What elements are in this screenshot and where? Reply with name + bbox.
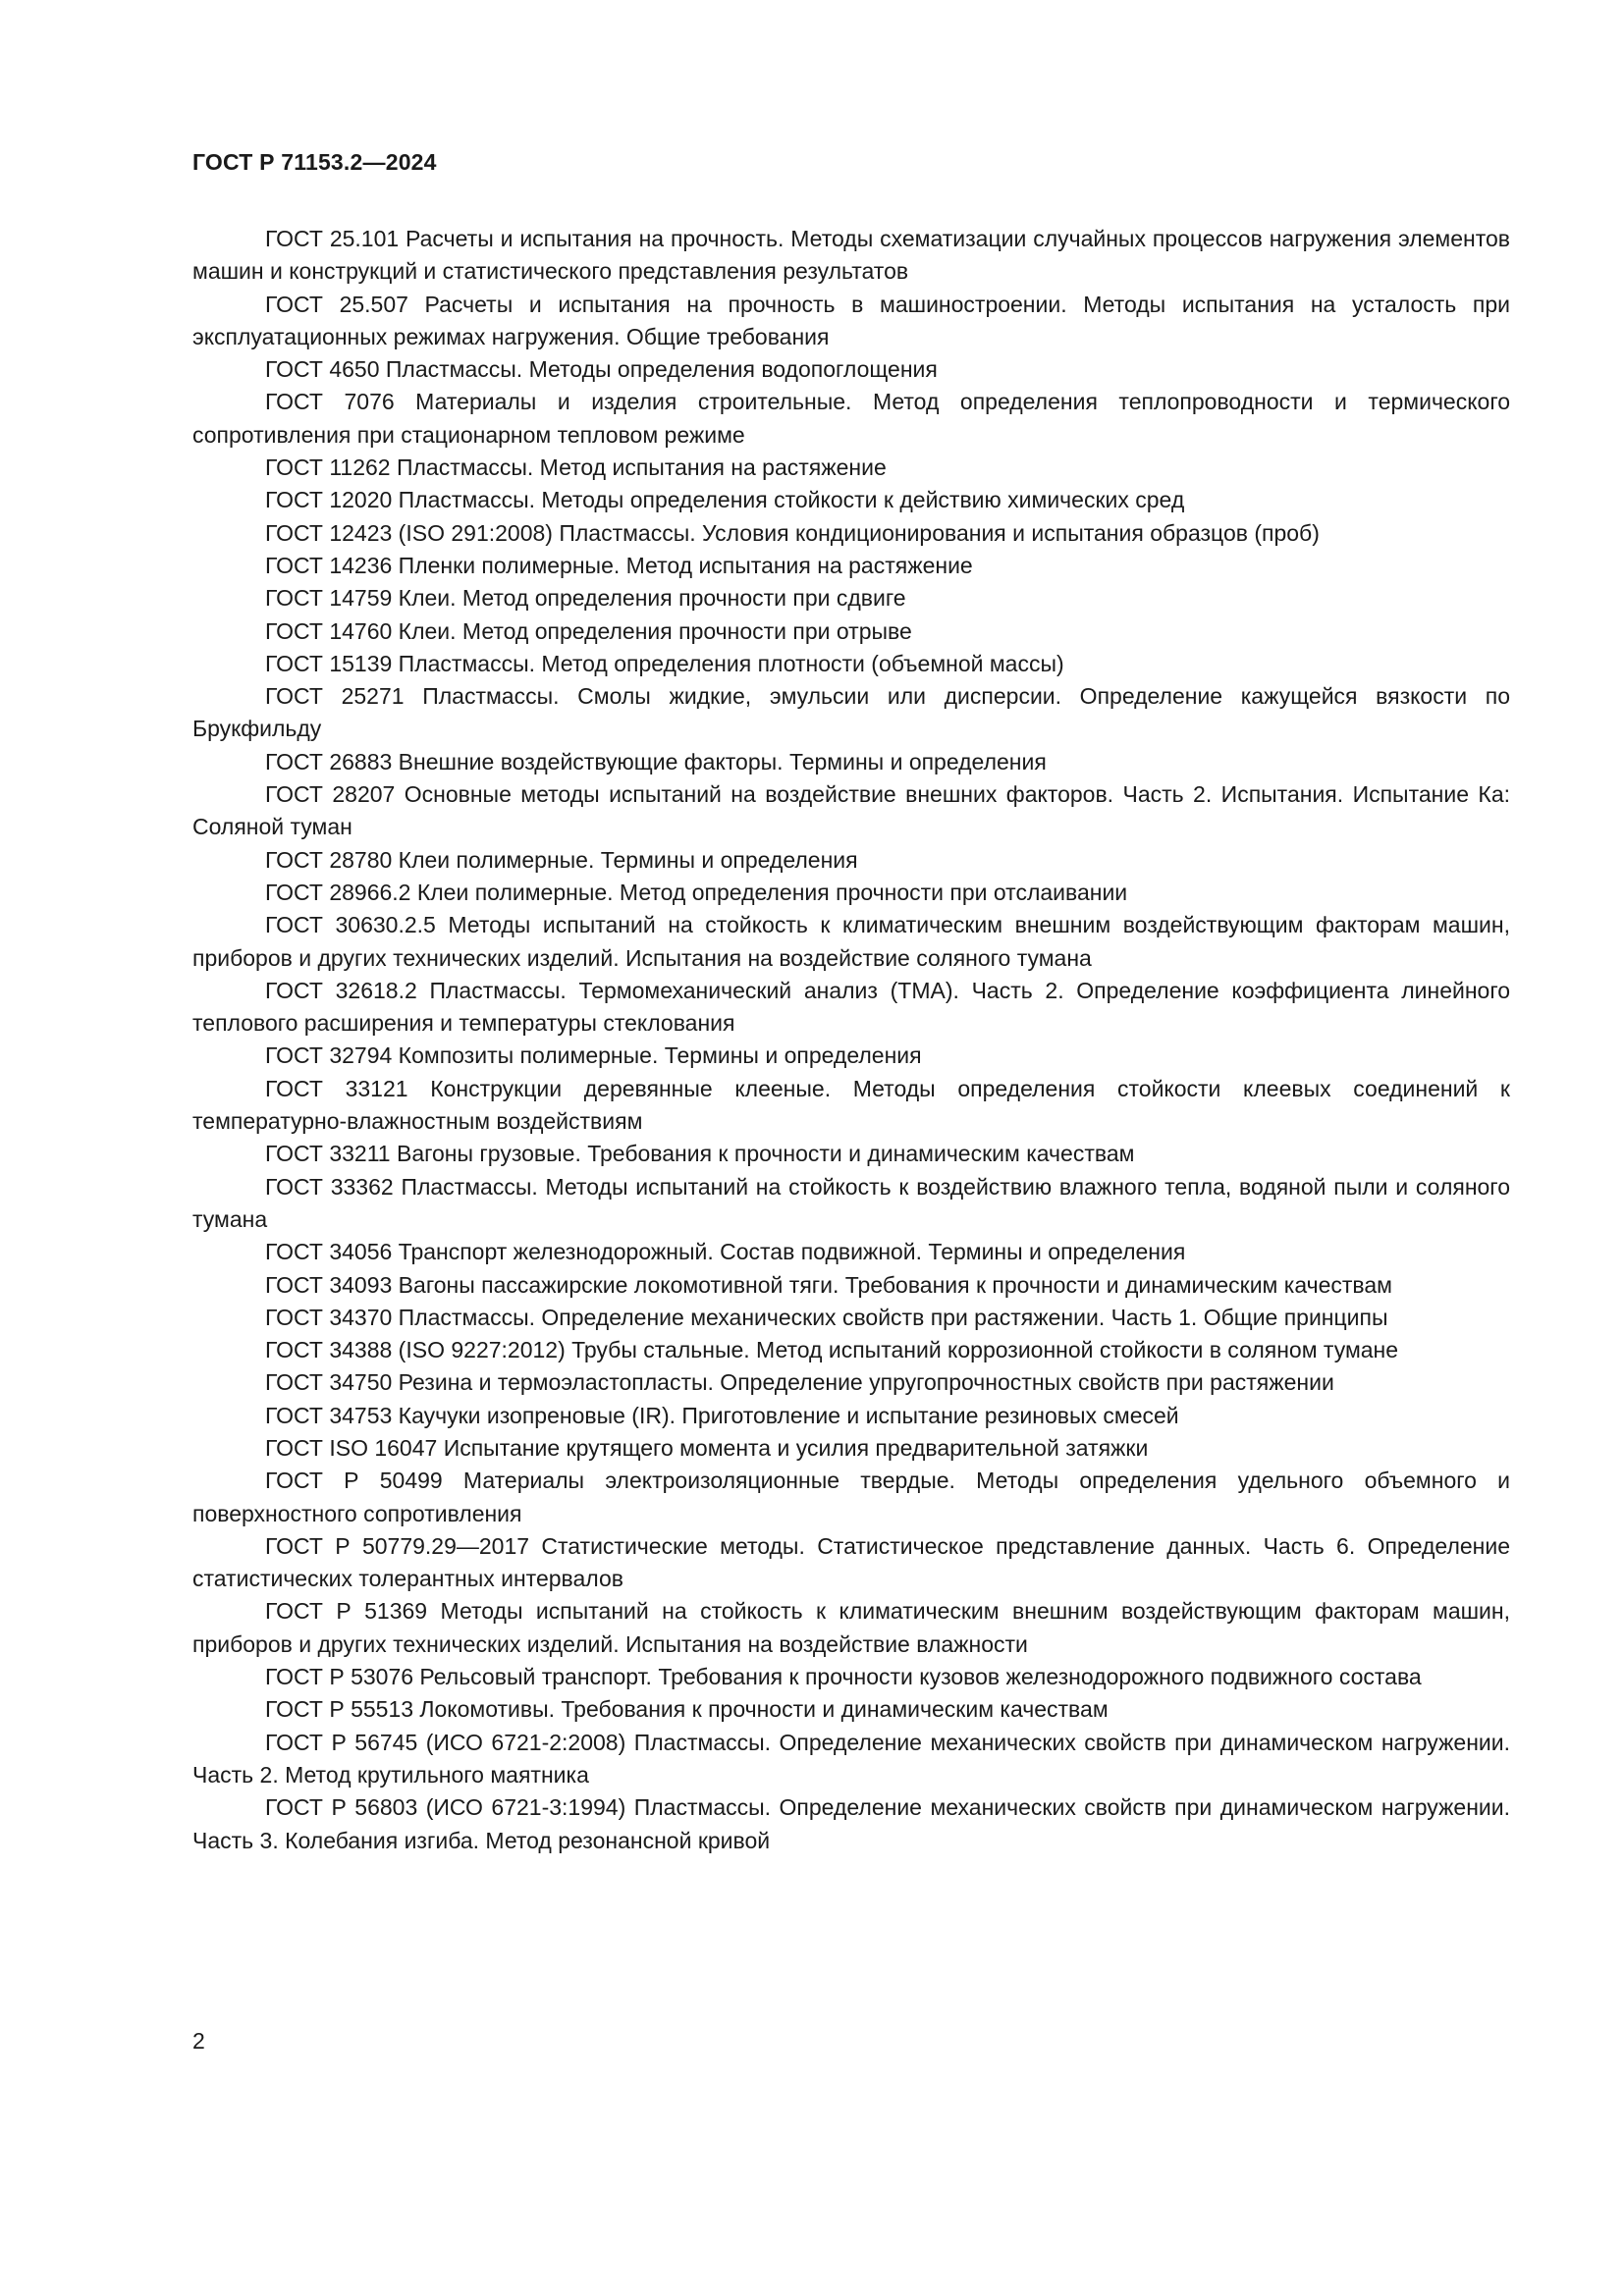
- reference-item: ГОСТ ISO 16047 Испытание крутящего момента и усилия предварительной затяжки: [265, 1434, 1149, 1461]
- reference-item: ГОСТ Р 56803 (ИСО 6721-3:1994) Пластмассы. Определение механических свойств при динамическом нагружении. Часть 3. Колебания изгиба. Метод резонансной кривой: [192, 1794, 1510, 1853]
- reference-item: ГОСТ 14760 Клеи. Метод определения прочности при отрыве: [265, 617, 912, 644]
- reference-item: ГОСТ 33362 Пластмассы. Методы испытаний на стойкость к воздействию влажного тепла, водяной пыли и соляного тумана: [192, 1173, 1510, 1232]
- reference-item: ГОСТ Р 50779.29—2017 Статистические методы. Статистическое представление данных. Часть 6. Определение статистических толерантных интервалов: [192, 1532, 1510, 1592]
- reference-item: ГОСТ 25.101 Расчеты и испытания на прочность. Методы схематизации случайных процессов нагружения элементов машин и конструкций и статистического представления результатов: [192, 226, 1510, 285]
- reference-item: ГОСТ 34753 Каучуки изопреновые (IR). Приготовление и испытание резиновых смесей: [265, 1402, 1179, 1428]
- document-code-header: ГОСТ Р 71153.2—2024: [192, 149, 437, 175]
- reference-item: ГОСТ 14759 Клеи. Метод определения прочности при сдвиге: [265, 585, 906, 612]
- reference-item: ГОСТ 34093 Вагоны пассажирские локомотивной тяги. Требования к прочности и динамическим качествам: [265, 1271, 1392, 1298]
- reference-item: ГОСТ 12423 (ISO 291:2008) Пластмассы. Условия кондиционирования и испытания образцов (проб): [265, 519, 1320, 546]
- reference-item: ГОСТ 34750 Резина и термоэластопласты. Определение упругопрочностных свойств при растяжении: [265, 1369, 1334, 1396]
- reference-item: ГОСТ Р 51369 Методы испытаний на стойкость к климатическим внешним воздействующим факторам машин, приборов и других технических изделий. Испытания на воздействие влажности: [192, 1598, 1510, 1657]
- reference-item: ГОСТ Р 50499 Материалы электроизоляционные твердые. Методы определения удельного объемного и поверхностного сопротивления: [192, 1468, 1510, 1526]
- normative-references-list: [192, 223, 1510, 1857]
- reference-item: ГОСТ 32794 Композиты полимерные. Термины и определения: [265, 1042, 922, 1069]
- reference-item: ГОСТ 34370 Пластмассы. Определение механических свойств при растяжении. Часть 1. Общие принципы: [265, 1304, 1388, 1330]
- reference-item: ГОСТ Р 55513 Локомотивы. Требования к прочности и динамическим качествам: [265, 1696, 1109, 1723]
- reference-item: ГОСТ Р 53076 Рельсовый транспорт. Требования к прочности кузовов железнодорожного подвижного состава: [265, 1664, 1422, 1690]
- reference-item: ГОСТ 33121 Конструкции деревянные клееные. Методы определения стойкости клеевых соединений к температурно-влажностным воздействиям: [192, 1075, 1510, 1135]
- reference-item: ГОСТ 14236 Пленки полимерные. Метод испытания на растяжение: [265, 552, 973, 578]
- reference-item: ГОСТ 11262 Пластмассы. Метод испытания на растяжение: [265, 454, 887, 481]
- reference-item: ГОСТ 33211 Вагоны грузовые. Требования к прочности и динамическим качествам: [265, 1141, 1135, 1167]
- reference-item: ГОСТ 28207 Основные методы испытаний на воздействие внешних факторов. Часть 2. Испытания. Испытание Ка: Соляной туман: [192, 781, 1510, 840]
- reference-item: ГОСТ 12020 Пластмассы. Методы определения стойкости к действию химических сред: [265, 487, 1185, 513]
- reference-item: ГОСТ 4650 Пластмассы. Методы определения водопоглощения: [265, 356, 938, 383]
- page-number: 2: [192, 2028, 205, 2054]
- reference-item: ГОСТ 28966.2 Клеи полимерные. Метод определения прочности при отслаивании: [265, 879, 1128, 905]
- reference-item: ГОСТ 25.507 Расчеты и испытания на прочность в машиностроении. Методы испытания на усталость при эксплуатационных режимах нагружения. Общие требования: [192, 291, 1510, 349]
- reference-item: ГОСТ 34056 Транспорт железнодорожный. Состав подвижной. Термины и определения: [265, 1239, 1186, 1265]
- reference-item: ГОСТ 26883 Внешние воздействующие факторы. Термины и определения: [265, 748, 1047, 774]
- reference-item: ГОСТ 34388 (ISO 9227:2012) Трубы стальные. Метод испытаний коррозионной стойкости в соляном тумане: [265, 1337, 1399, 1363]
- reference-item: ГОСТ 15139 Пластмассы. Метод определения плотности (объемной массы): [265, 650, 1064, 676]
- reference-item: ГОСТ 30630.2.5 Методы испытаний на стойкость к климатическим внешним воздействующим факторам машин, приборов и других технических изделий. Испытания на воздействие соляного тумана: [192, 912, 1510, 971]
- reference-item: ГОСТ 25271 Пластмассы. Смолы жидкие, эмульсии или дисперсии. Определение кажущейся вязкости по Брукфильду: [192, 683, 1510, 742]
- reference-item: ГОСТ 32618.2 Пластмассы. Термомеханический анализ (ТМА). Часть 2. Определение коэффициента линейного теплового расширения и температуры стеклования: [192, 977, 1510, 1037]
- reference-item: ГОСТ 28780 Клеи полимерные. Термины и определения: [265, 846, 858, 873]
- reference-item: ГОСТ 7076 Материалы и изделия строительные. Метод определения теплопроводности и термического сопротивления при стационарном тепловом режиме: [192, 389, 1510, 448]
- reference-item: ГОСТ Р 56745 (ИСО 6721-2:2008) Пластмассы. Определение механических свойств при динамическом нагружении. Часть 2. Метод крутильного маятника: [192, 1729, 1510, 1788]
